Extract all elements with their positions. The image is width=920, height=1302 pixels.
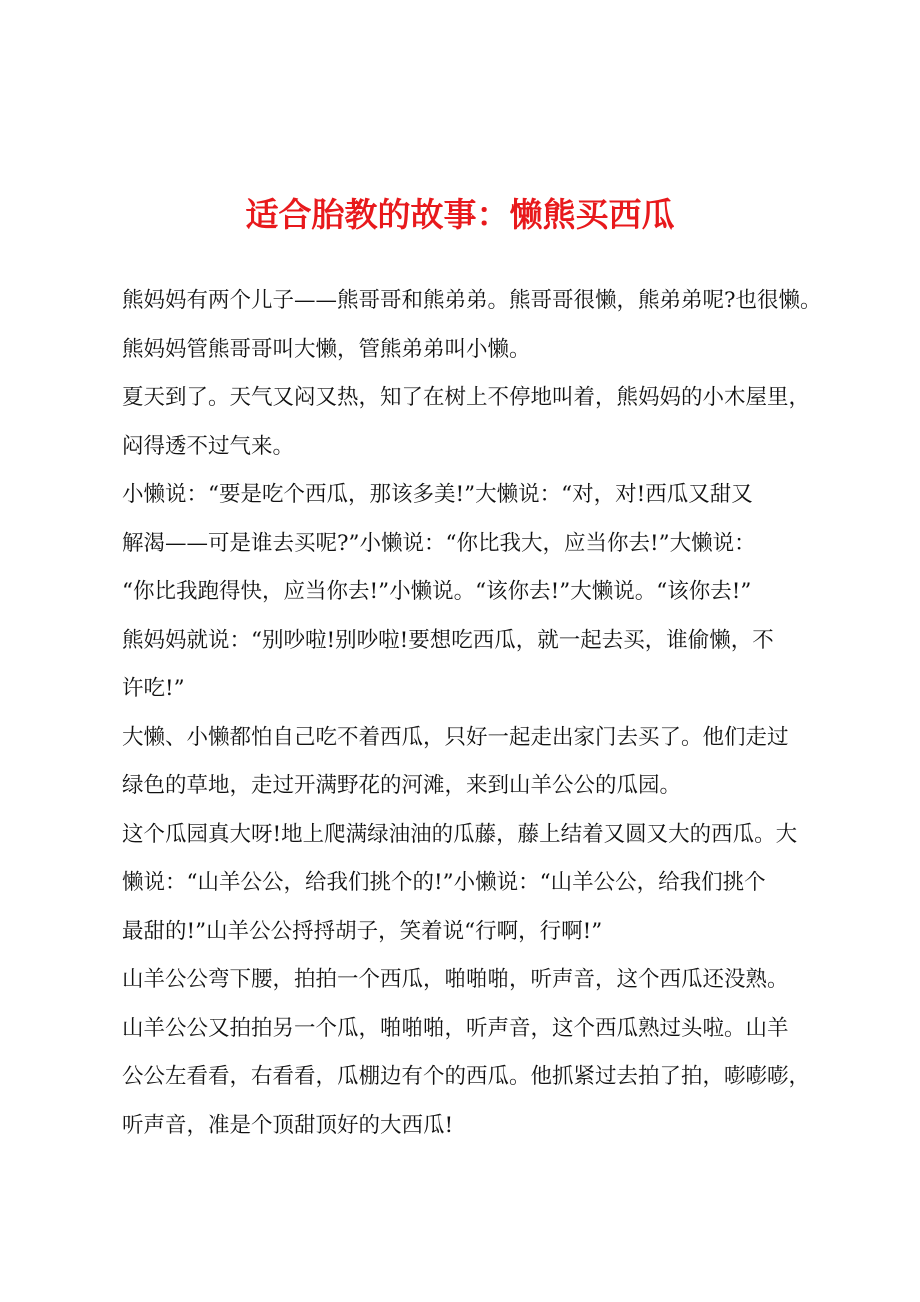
text-line: 公公左看看，右看看，瓜棚边有个的西瓜。他抓紧过去拍了拍，嘭嘭嘭， [122, 1064, 811, 1089]
text-line: 这个瓜园真大呀!地上爬满绿油油的瓜藤，藤上结着又圆又大的西瓜。大 [122, 821, 798, 847]
text-line: “你比我跑得快，应当你去!”小懒说。“该你去!”大懒说。“该你去!” [122, 579, 752, 604]
text-line: 大懒、小懒都怕自己吃不着西瓜，只好一起走出家门去买了。他们走过 [122, 724, 789, 750]
document-title: 适合胎教的故事：懒熊买西瓜 [245, 195, 675, 234]
text-line: 最甜的!”山羊公公捋捋胡子，笑着说“行啊，行啊!” [122, 918, 603, 944]
text-line: 熊妈妈就说：“别吵啦!别吵啦!要想吃西瓜，就一起去买，谁偷懒，不 [122, 627, 774, 653]
text-line: 熊妈妈管熊哥哥叫大懒，管熊弟弟叫小懒。 [122, 336, 531, 362]
text-line: 许吃!” [122, 676, 185, 701]
text-line: 懒说：“山羊公公，给我们挑个的!”小懒说：“山羊公公，给我们挑个 [122, 870, 766, 895]
text-line: 解渴——可是谁去买呢?”小懒说：“你比我大，应当你去!”大懒说： [122, 530, 756, 556]
text-line: 绿色的草地，走过开满野花的河滩，来到山羊公公的瓜园。 [122, 773, 682, 798]
text-line: 闷得透不过气来。 [122, 433, 295, 459]
text-line: 夏天到了。天气又闷又热，知了在树上不停地叫着，熊妈妈的小木屋里， [122, 385, 811, 410]
text-line: 山羊公公弯下腰，拍拍一个西瓜，啪啪啪，听声音，这个西瓜还没熟。 [122, 967, 789, 992]
text-line: 山羊公公又拍拍另一个瓜，啪啪啪，听声音，这个西瓜熟过头啦。山羊 [122, 1015, 789, 1041]
text-line: 熊妈妈有两个儿子——熊哥哥和熊弟弟。熊哥哥很懒，熊弟弟呢?也很懒。 [122, 288, 822, 313]
text-line: 听声音，准是个顶甜顶好的大西瓜! [122, 1112, 454, 1138]
story-body [122, 277, 822, 1150]
text-line: 小懒说：“要是吃个西瓜，那该多美!”大懒说：“对，对!西瓜又甜又 [122, 482, 753, 507]
